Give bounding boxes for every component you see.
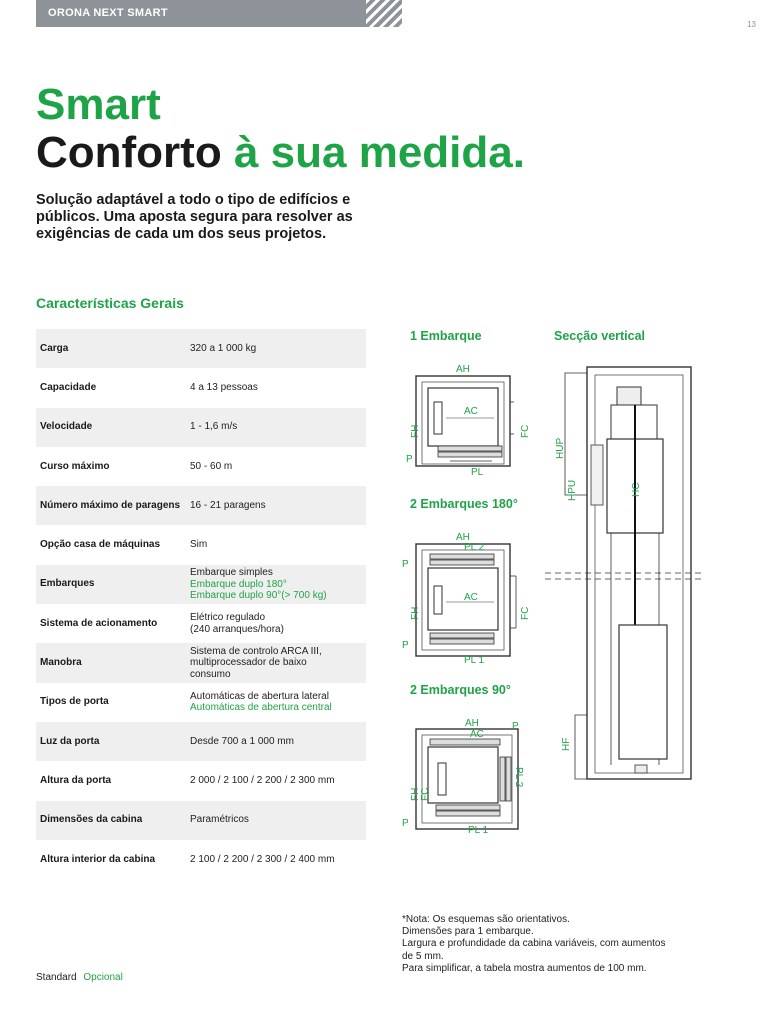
label-hf: HF (561, 737, 572, 751)
footnote-line: Dimensões para 1 embarque. (402, 926, 534, 938)
label-hpu: HPU (567, 479, 578, 501)
spec-key: Sistema de acionamento (40, 617, 158, 629)
buffer (635, 765, 647, 773)
spec-value (190, 691, 366, 714)
spec-value (190, 646, 366, 681)
door-panel-bottom-1 (436, 805, 500, 810)
label-fc: FC (520, 424, 531, 438)
machine (617, 387, 641, 405)
door-panel-top-2 (430, 560, 494, 565)
label-p-top: P (512, 721, 519, 732)
label-fc: FC (520, 606, 531, 620)
page-title-line2 (36, 128, 525, 178)
title-black-part: Conforto (36, 128, 222, 177)
table-row (36, 329, 366, 368)
label-p: P (406, 454, 413, 465)
spec-key: Altura da porta (40, 774, 112, 786)
side-door-panel-2 (506, 757, 511, 801)
spec-value-standard: 2 000 / 2 100 / 2 200 / 2 300 mm (190, 775, 335, 787)
label-ac: AC (470, 729, 484, 740)
spec-key: Capacidade (40, 381, 97, 393)
footnote (402, 914, 732, 975)
spec-value-standard: 50 - 60 m (190, 460, 233, 472)
table-row (36, 368, 366, 407)
spec-key: Velocidade (40, 421, 93, 433)
spec-value (190, 461, 366, 473)
spec-value-standard: 1 - 1,6 m/s (190, 421, 238, 433)
spec-value (190, 500, 366, 512)
diagram-one-entrance (400, 360, 530, 480)
label-ac: AC (464, 406, 478, 417)
table-row (36, 643, 366, 682)
label-fh: FH (410, 787, 421, 801)
top-rail (430, 739, 500, 745)
spec-key: Altura interior da cabina (40, 853, 156, 865)
spec-value (190, 612, 366, 635)
door-panel-2 (438, 452, 502, 457)
spec-key: Embarques (40, 578, 95, 590)
side-door-panel-1 (500, 757, 505, 801)
label-ac: AC (464, 592, 478, 603)
page-title-line1: Smart (36, 80, 161, 129)
spec-value-standard: Automáticas de abertura lateral (190, 690, 329, 702)
spec-value-standard: 16 - 21 paragens (190, 500, 266, 512)
table-row (36, 447, 366, 486)
table-row (36, 525, 366, 564)
diagram-two-90 (400, 715, 540, 843)
spec-value-standard: 4 a 13 pessoas (190, 382, 258, 394)
spec-value-optional: Embarque duplo 180° (190, 578, 287, 590)
label-pl-top: PL 2 (464, 542, 485, 553)
spec-key: Carga (40, 342, 69, 354)
spec-key: Dimensões da cabina (40, 814, 143, 826)
spec-value-standard: Elétrico regulado (190, 612, 266, 624)
header-band (36, 0, 402, 27)
spec-value-standard: 320 a 1 000 kg (190, 342, 257, 354)
table-row (36, 408, 366, 447)
pit-bracket (575, 715, 587, 779)
label-pl-bottom: PL 1 (468, 825, 489, 836)
legend (36, 972, 123, 983)
spec-value-standard: 2 100 / 2 200 / 2 300 / 2 400 mm (190, 853, 335, 865)
door-panel-top-1 (430, 554, 494, 559)
table-row (36, 761, 366, 800)
cabin (428, 568, 498, 630)
spec-value (190, 775, 366, 787)
spec-value-standard: consumo (190, 668, 231, 680)
spec-key: Tipos de porta (40, 696, 109, 708)
section-title: Características Gerais (36, 295, 184, 311)
spec-value (190, 567, 366, 602)
spec-value-standard: Sim (190, 539, 208, 551)
door-panel-1 (438, 446, 502, 451)
table-row (36, 486, 366, 525)
counterweight (619, 625, 667, 759)
spec-key: Manobra (40, 657, 82, 669)
title-green-part: à sua medida. (233, 128, 525, 177)
table-row (36, 840, 366, 879)
legend-optional: Opcional (83, 972, 123, 983)
page-number: 13 (747, 20, 756, 29)
spec-key: Número máximo de paragens (40, 499, 181, 511)
footnote-line: Largura e profundidade da cabina variáveis, com aumentos (402, 938, 666, 950)
table-row (36, 604, 366, 643)
spec-key: Curso máximo (40, 460, 110, 472)
spec-value (190, 539, 366, 551)
intro-text: Solução adaptável a todo o tipo de edifícios e públicos. Uma aposta segura para resolver as exigências de cada um dos seus projetos. (36, 192, 353, 242)
header-stripes (366, 0, 402, 27)
label-p-top: P (402, 559, 409, 570)
upper-side-bracket (565, 373, 587, 495)
door-panel-bottom-2 (436, 811, 500, 816)
diagram-title-two-180: 2 Embarques 180° (410, 497, 518, 511)
spec-value (190, 736, 366, 748)
diagram-title-one-entrance: 1 Embarque (410, 329, 482, 343)
spec-key: Opção casa de máquinas (40, 539, 161, 551)
spec-value-optional: Automáticas de abertura central (190, 702, 332, 714)
diagram-title-two-90: 2 Embarques 90° (410, 683, 511, 697)
spec-value (190, 854, 366, 866)
table-row (36, 722, 366, 761)
label-fh: FH (410, 424, 421, 438)
spec-value-standard: Embarque simples (190, 567, 273, 579)
spec-table (36, 329, 366, 879)
label-fh: FH (410, 606, 421, 620)
upper-side-block (591, 445, 603, 505)
spec-value (190, 343, 366, 355)
label-p-bottom: P (402, 640, 409, 651)
label-pl: PL (471, 467, 484, 478)
label-hc: HC (631, 482, 642, 497)
label-hup: HUP (555, 437, 566, 459)
spec-value-optional: Embarque duplo 90°(> 700 kg) (190, 590, 327, 602)
table-row (36, 801, 366, 840)
header-label: ORONA NEXT SMART (48, 7, 168, 19)
spec-value (190, 382, 366, 394)
spec-value-standard: multiprocessador de baixo (190, 657, 307, 669)
label-ah: AH (465, 718, 479, 729)
footnote-line: Para simplificar, a tabela mostra aumentos de 100 mm. (402, 962, 647, 974)
diagram-vertical-section (545, 365, 705, 785)
legend-standard: Standard (36, 972, 77, 983)
label-pl-bottom: PL 1 (464, 655, 485, 666)
door-panel-bottom-2 (430, 639, 494, 644)
spec-value-standard: Paramétricos (190, 814, 249, 826)
label-p-bottom: P (402, 818, 409, 829)
spec-value (190, 421, 366, 433)
spec-key: Luz da porta (40, 735, 100, 747)
footnote-line: de 5 mm. (402, 950, 444, 962)
footnote-line: *Nota: Os esquemas são orientativos. (402, 914, 570, 925)
diagram-title-vertical: Secção vertical (554, 329, 646, 343)
label-ah: AH (456, 532, 470, 543)
table-row (36, 683, 366, 722)
cabin (428, 388, 498, 446)
diagram-two-180 (400, 530, 530, 668)
label-pl-side: PL 2 (513, 767, 524, 788)
spec-value-standard: (240 arranques/hora) (190, 623, 284, 635)
spec-value-standard: Desde 700 a 1 000 mm (190, 735, 294, 747)
label-ah: AH (456, 364, 470, 375)
spec-value-standard: Sistema de controlo ARCA III, (190, 645, 322, 657)
spec-value (190, 814, 366, 826)
label-fc: FC (420, 787, 431, 801)
door-panel-bottom-1 (430, 633, 494, 638)
table-row (36, 565, 366, 604)
